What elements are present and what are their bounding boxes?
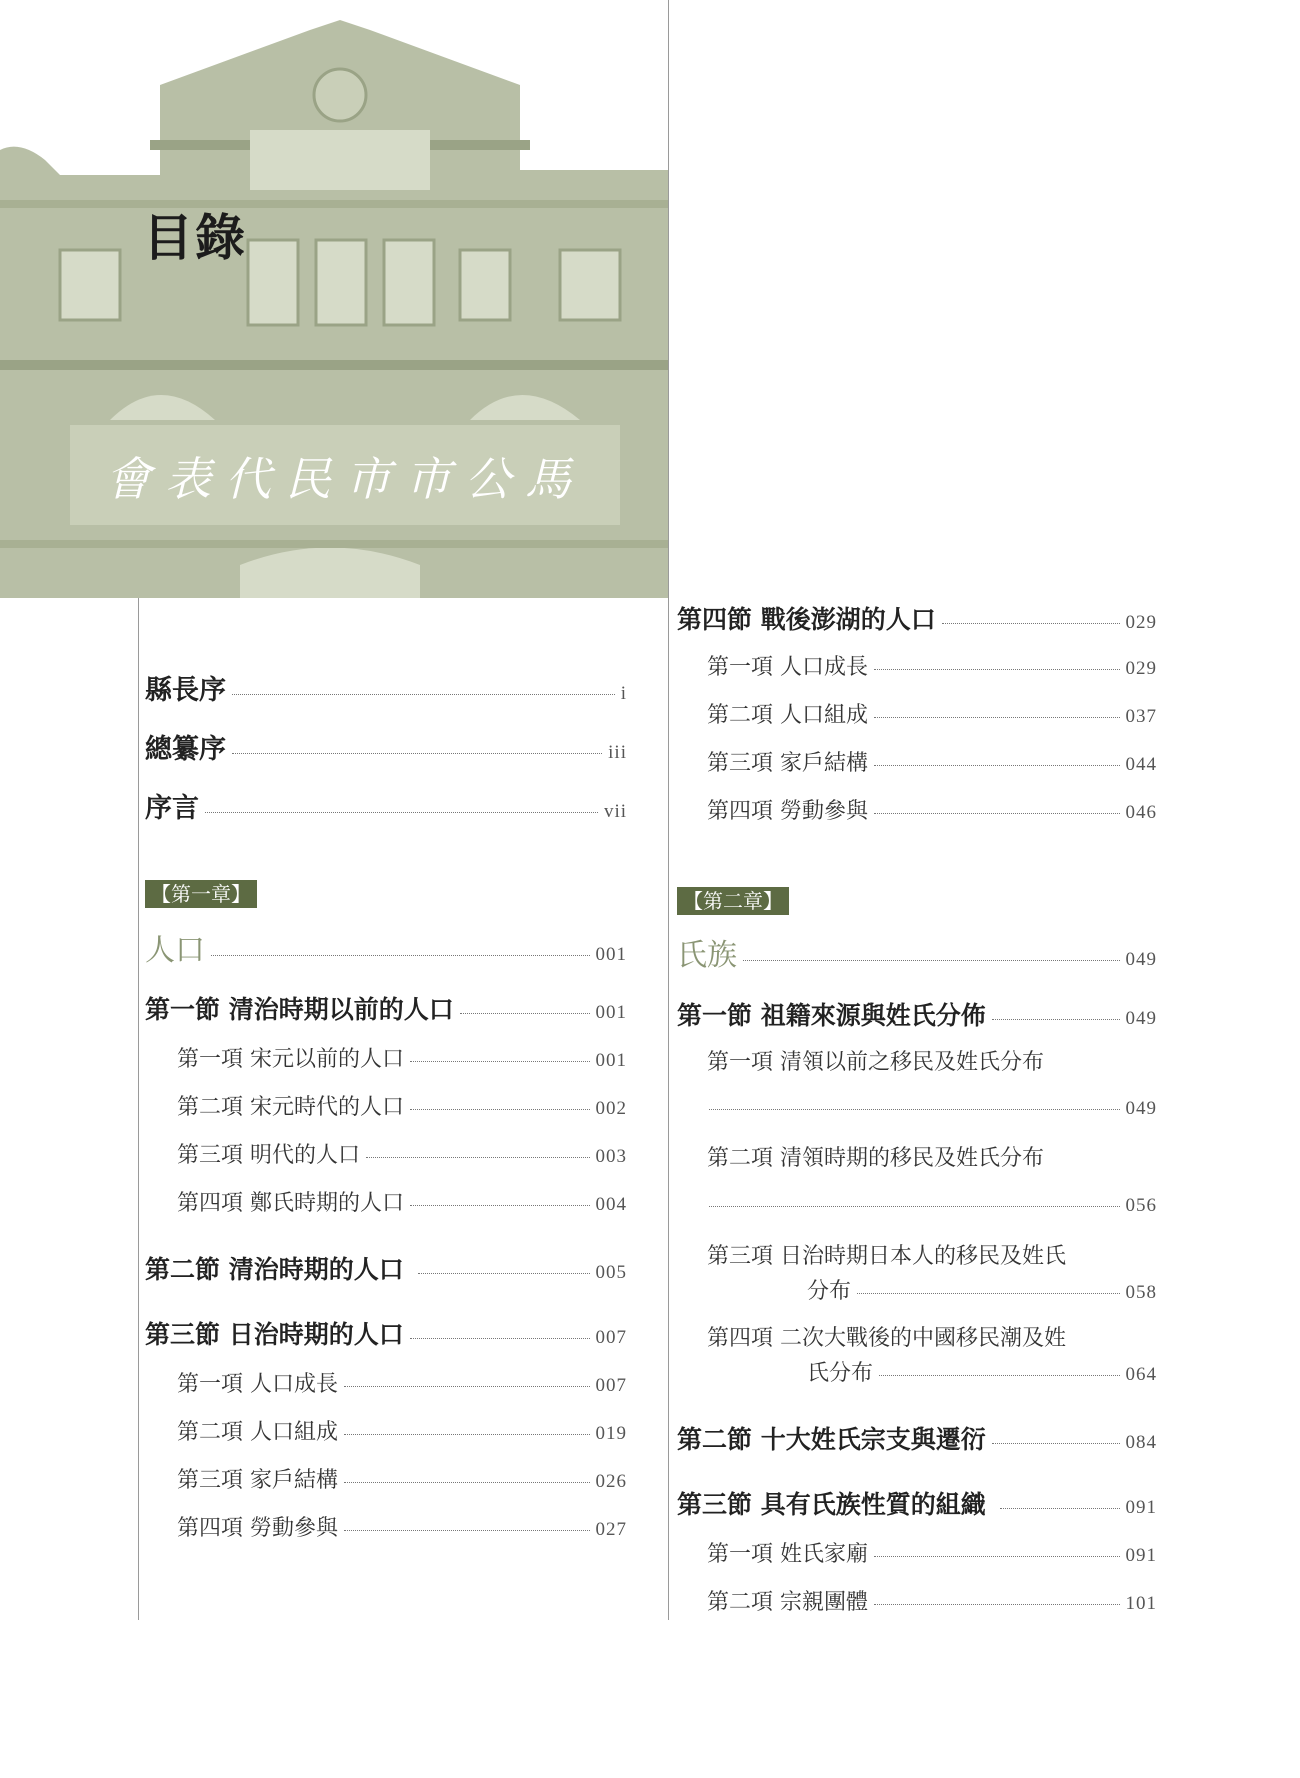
toc-item-page-line[interactable]: 049 — [709, 1098, 1157, 1120]
toc-section[interactable]: 第四節 戰後澎湖的人口 029 — [677, 605, 1157, 634]
toc-item[interactable]: 第三項 家戶結構 044 — [707, 751, 1157, 776]
toc-entry-preface-magistrate[interactable]: 縣長序 i — [145, 675, 627, 706]
toc-item[interactable]: 第一項 姓氏家廟 091 — [707, 1542, 1157, 1567]
toc-chapter-title[interactable]: 氏族 049 — [677, 938, 1157, 973]
toc-section[interactable]: 第三節 日治時期的人口 007 — [145, 1320, 627, 1349]
toc-item[interactable]: 第二項 宋元時代的人口 002 — [177, 1095, 627, 1120]
toc-item[interactable]: 第二項 宗親團體 101 — [707, 1590, 1157, 1615]
toc-item[interactable]: 第一項 人口成長 007 — [177, 1372, 627, 1397]
pediment-circle — [314, 69, 366, 121]
toc-section[interactable]: 第二節 清治時期的人口 005 — [145, 1255, 627, 1284]
right-wing — [520, 170, 668, 598]
center-column-rule — [668, 0, 669, 1620]
left-wing — [0, 147, 160, 598]
building-photo-banner — [0, 0, 668, 598]
toc-item[interactable]: 第二項 人口組成 019 — [177, 1420, 627, 1445]
toc-item[interactable]: 第四項 勞動參與 046 — [707, 799, 1157, 824]
toc-item[interactable]: 第一項 人口成長 029 — [707, 655, 1157, 680]
toc-chapter-title[interactable]: 人口 001 — [145, 933, 627, 968]
toc-section[interactable]: 第一節 祖籍來源與姓氏分佈 049 — [677, 1001, 1157, 1030]
toc-item[interactable]: 第一項 宋元以前的人口 001 — [177, 1047, 627, 1072]
toc-section[interactable]: 第二節 十大姓氏宗支與遷衍 084 — [677, 1425, 1157, 1454]
toc-entry-foreword[interactable]: 序言 vii — [145, 793, 627, 824]
toc-item[interactable]: 第三項 家戶結構 026 — [177, 1468, 627, 1493]
toc-section[interactable]: 第三節 具有氏族性質的組織 091 — [677, 1490, 1157, 1519]
chapter-tag: 【第二章】 — [677, 887, 789, 915]
toc-item[interactable]: 第三項 明代的人口 003 — [177, 1143, 627, 1168]
signboard-text: 會表代民市市公馬 — [105, 452, 585, 506]
toc-item-page-line[interactable]: 056 — [709, 1195, 1157, 1217]
toc-section[interactable]: 第一節 清治時期以前的人口 001 — [145, 995, 627, 1024]
toc-item-text[interactable]: 第四項 二次大戰後的中國移民潮及姓 — [707, 1326, 1066, 1351]
toc-item[interactable]: 第四項 鄭氏時期的人口 004 — [177, 1191, 627, 1216]
toc-item-continuation[interactable]: 分布 058 — [807, 1279, 1157, 1304]
toc-item-text[interactable]: 第二項 清領時期的移民及姓氏分布 — [707, 1146, 1044, 1171]
chapter-tag: 【第一章】 — [145, 880, 257, 908]
toc-item-continuation[interactable]: 氏分布 064 — [807, 1361, 1157, 1386]
toc-item[interactable]: 第四項 勞動參與 027 — [177, 1516, 627, 1541]
toc-item-text[interactable]: 第三項 日治時期日本人的移民及姓氏 — [707, 1244, 1066, 1269]
toc-entry-preface-editor[interactable]: 總纂序 iii — [145, 734, 627, 765]
page-title: 目錄 — [143, 208, 247, 267]
toc-item-text[interactable]: 第一項 清領以前之移民及姓氏分布 — [707, 1050, 1044, 1075]
toc-item[interactable]: 第二項 人口組成 037 — [707, 703, 1157, 728]
center-window — [250, 130, 430, 190]
